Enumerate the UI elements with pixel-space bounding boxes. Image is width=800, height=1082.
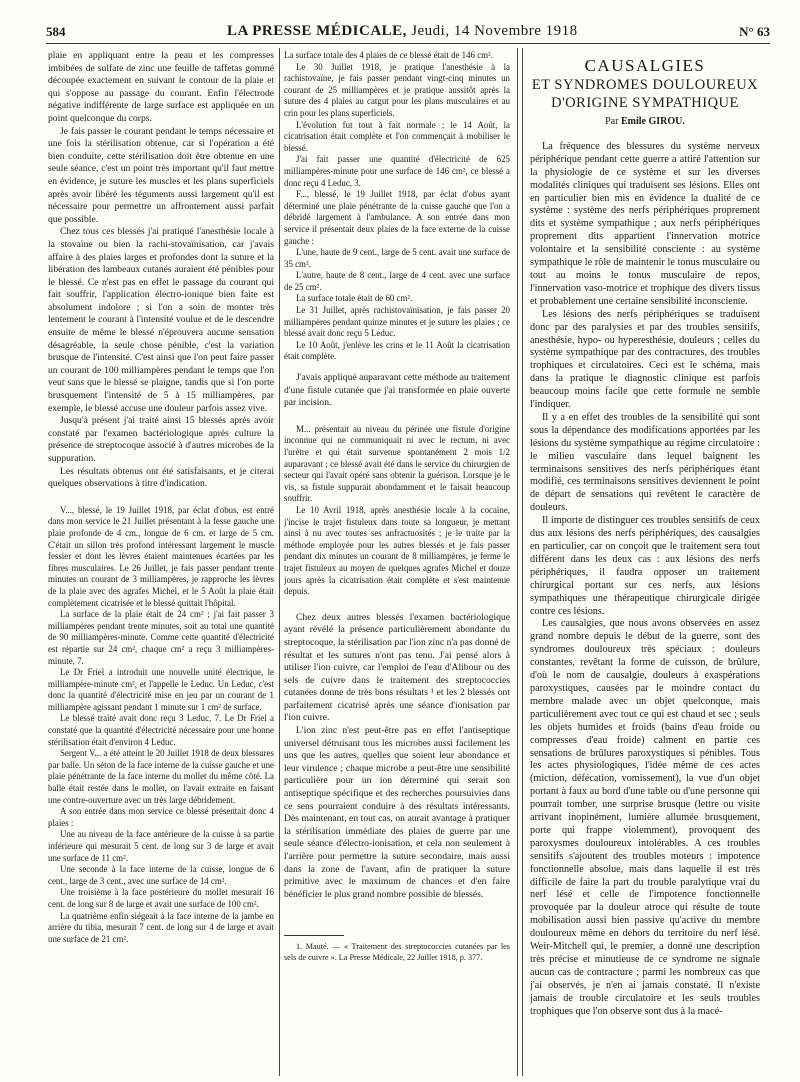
case-observation: F..., blessé, le 19 Juillet 1918, par éclat d'obus ayant déterminé une plaie pénétrante de la cuisse gauche que l'on a débridé largement à l'ambulance. A son entrée dans mon service il présentait deux plaies de la face externe de la cuisse gauche : [284,189,510,246]
issue-number: N° 63 [739,24,770,39]
case-observation: La surface de la plaie était de 24 cm² ; j'ai fait passer 3 milliampères pendant trente minutes, soit au total une quantité de 90 milliampères-minute. Comme cette quantité d'électricité est répartie sur 24 cm², chaque cm² a reçu 3 milliampères-minute, 7. [48,609,274,666]
page-number: 584 [46,24,66,39]
paragraph: Je fais passer le courant pendant le temps nécessaire et une fois la stérilisation obtenue, car si l'opération a été bien conduite, cette stérilisation doit être obtenue en une seule séance, c'est un point très important qu'il faut mettre en évidence, je suture les muscles et les plans superficiels après avoir libéré les téguments aussi largement qu'il est nécessaire pour permettre un affrontement aussi parfait que possible. [48,125,274,225]
footnote: 1. Mauté. — « Traitement des streptococcies cutanées par les sels de cuivre ». La Presse Médicale, 22 Juillet 1918, p. 377. [284,942,510,962]
case-observation: A son entrée dans mon service ce blessé présentait donc 4 plaies : [48,806,274,828]
column-rule [522,48,523,1076]
case-observation: Le blessé traité avait donc reçu 3 Leduc, 7. Le Dr Friel a constaté que la quantité d'électricité nécessaire pour une bonne stérilisation était d'environ 4 Leduc. [48,713,274,747]
case-observation: Le 31 Juillet, après rachistovaïnisation, je fais passer 20 milliampères pendant quinze minutes et je suture les plaies ; ce blessé avait donc reçu 5 Leduc. [284,305,510,339]
footnote-rule [284,935,344,936]
article-subtitle: ET SYNDROMES DOULOUREUX [531,77,759,93]
paragraph: Les causalgies, que nous avons observées en assez grand nombre depuis le début de la guerre, sont des syndromes douloureux très spéciaux : douleurs constantes, revêtant la forme de cuisson, de brûlure, d'où le nom de causalgie, douleurs à exaspérations paroxystiques, causées par le moindre contact du membre malade avec un objet quelconque, mais particulièrement avec tout ce qui est chaud et sec ; seuls les objets humides et froids (bains d'eau froide ou compresses d'eau froide) calment en partie ces sensations de brûlures paroxystiques si pénibles. Tous les actes physiologiques, l'idée même de ces actes (miction, défécation, vomissement), la vue d'un objet portant à faux au bord d'une table ou d'une personne qui pourrait tomber, une surprise brusque (lettre ou visite arrivant inopinément, lumière allumée brusquement, porte qui frappe violemment), provoquent des paroxysmes douloureux intolérables. A ces troubles sensitifs s'ajoutent des troubles moteurs : impotence fonctionnelle absolue, mais dans laquelle il est très difficile de faire la part du trouble paralytique vrai du nerf lésé et celle de l'impotence fonctionnelle provoquée par la douleur atroce qui résulte de toute mobilisation aussi bien passive qu'active du membre douloureux même en dehors du territoire du nerf lésé. Weir-Mitchell qui, le premier, a donné une description très précise et minutieuse de ce syndrome ne signale aucun cas de contracture ; parmi les nombreux cas que j'ai observés, je n'en ai jamais constaté. Il n'existe jamais de trouble circulatoire et les seuls troubles trophiques que l'on observe sont dus à la macé- [530,618,760,1017]
case-observation: La surface totale des 4 plaies de ce blessé était de 146 cm². [284,50,493,60]
column-middle [284,50,510,1072]
case-observation: La quatrième enfin siégeait à la face interne de la jambe en arrière du tibia, mesurait 7 cent. de long sur 4 de large et avait une surface de 21 cm². [48,910,274,944]
case-observation: Le Dr Friel a introduit une nouvelle unité électrique, le milliampère-minute cm², et l'appelle le Leduc. Un Leduc, c'est donc la quantité d'électricité mise en jeu par un courant de 1 milliampère agissant pendant 1 minute sur 1 cm² de surface. [48,667,274,712]
case-observation: Une troisième à la face postérieure du mollet mesurait 16 cent. de long sur 8 de large et avait une surface de 100 cm². [48,887,274,909]
article-subtitle: D'ORIGINE SYMPATHIQUE [551,95,739,111]
paragraph: Il importe de distinguer ces troubles sensitifs de ceux dus aux lésions des nerfs périphériques, des causalgies en particulier, car on conçoit que le traitement sera tout différent dans les deux cas : aux lésions des nerfs périphériques, il faudra opposer un traitement chirurgical portant sur ces nerfs, aux lésions sympathiques une thérapeutique chirurgicale dirigée contre ces lésions. [530,515,760,617]
article-heading [530,56,760,129]
paragraph: L'ion zinc n'est peut-être pas en effet l'antiseptique universel détruisant tous les microbes aussi facilement les uns que les autres, quelles que soient leur abondance et leur virulence ; chaque microbe a peut-être une sensibilité particulière pour un ion déterminé qui serait son antiseptique spécifique et des recherches poursuivies dans ce sens pourraient conduire à des résultats intéressants. Dès maintenant, en tout cas, on aurait avantage à pratiquer la stérilisation immédiate des plaies de guerre par une seule séance d'électro-ionisation, et cela non seulement à l'arrière pour permettre la suture secondaire, mais aussi dans la zone de l'avant, afin de pratiquer la suture primitive avec le maximum de chances et d'en faire bénéficier le plus grand nombre possible de blessés. [284,725,510,900]
byline-prefix: Par [605,116,621,127]
case-observation: Sergent V... a été atteint le 20 Juillet 1918 de deux blessures par balle. Un séton de la face interne de la cuisse gauche et une plaie pénétrante de la face interne du mollet du même côté. La balle était restée dans le mollet, on l'avait extraite en faisant une contre-ouverture avec un très large débridement. [48,748,274,805]
paragraph: La fréquence des blessures du système nerveux périphérique pendant cette guerre a attiré l'attention sur la physiologie de ce système et sur les diverses modalités cliniques qui traduisent ses lésions. Elles ont en particulier bien mis en évidence la dualité de ce système : système des nerfs périphériques proprement dits et système sympathique ; aux nerfs périphériques proprement dits appartient l'innervation motrice volontaire et la sensibilité consciente : au système sympathique le rôle de maintenir le tonus musculaire ou tout au moins le tonus musculaire de repos, l'innervation vaso-motrice et trophique des divers tissus et probablement une certaine sensibilité inconsciente. [530,140,760,307]
paragraph: plaie en appliquant entre la peau et les compresses imbibées de sulfate de zinc une feuille de taffetas gommé découpée exactement en suivant le contour de la plaie et qui s'oppose au passage du courant. Enfin l'électrode négative indifférente de large surface est appliquée en un point quelconque du corps. [48,50,274,124]
case-observation: M... présentait au niveau du périnée une fistule d'origine inconnue qui ne communiquait ni avec le rectum, ni avec l'urètre et qui était survenue spontanément 2 mois 1/2 auparavant ; ce blessé avait été dans le service du chirurgien de secteur qui l'avait opéré sans obtenir la guérison. Lorsque je le vis, sa fistule suppurait abondamment et le faisait beaucoup souffrir. [284,423,510,504]
author-name: Emile GIROU. [620,116,685,127]
paragraph: Chez tous ces blessés j'ai pratiqué l'anesthésie locale à la stovaïne ou bien la rachi-stovaïnisation, car j'avais affaire à des plaies larges et profondes dont la suture et la libération des lambeaux cutanés auraient été pénibles pour le blessé. Ce n'est pas en effet le passage du courant qui fait souffrir, l'application électro-ionique bien faite est absolument indolore ; si l'on a soin de monter très lentement le courant à l'intensité voulue et de le descendre ensuite de même le blessé n'éprouvera aucune sensation désagréable, la seule chose pénible, c'est la variation brusque de l'intensité. C'est ainsi que l'on peut faire passer un courant de 100 milliampères pendant le temps que l'on veut sans que le blessé se plaigne, tandis que si l'on porte brusquement l'intensité de 5 à 15 milliampères, par exemple, le blessé accuse une douleur parfois assez vive. [48,226,274,414]
case-observation: L'une, haute de 9 cent., large de 5 cent. avait une surface de 35 cm². [284,247,510,269]
byline [530,116,760,129]
journal-title: LA PRESSE MÉDICALE, [226,23,407,39]
case-observation: Le 10 Août, j'enlève les crins et le 11 Août la cicatrisation était complète. [284,339,510,362]
column-left [48,50,274,1072]
case-observation: V..., blessé, le 19 Juillet 1918, par éclat d'obus, est entré dans mon service le 21 Juillet présentant à la fesse gauche une plaie profonde de 4 cm., longue de 6 cm. et large de 5 cm. C'était un sillon très profond intéressant largement le muscle fessier et dont les lèvres étaient maintenues écartées par les fibres musculaires. Le 26 Juillet, je fais passer pendant trente minutes un courant de 3 milliampères, je rapproche les lèvres de la plaie avec des agrafes Michel, et le 5 Août la plaie était complètement cicatrisée et le blessé quittait l'hôpital. [48,504,274,608]
paragraph: J'avais appliqué auparavant cette méthode au traitement d'une fistule cutanée que j'ai transformée en plaie ouverte par incision. [284,372,510,409]
case-observation: Le 30 Juillet 1918, je pratique l'anesthésie à la rachistovaïne, je fais passer pendant vingt-cinq minutes un courant de 25 milliampères et je pratique aussitôt après la suture des 4 plaies au catgut pour les plans musculaires et au crin pour les plans superficiels. [284,61,510,118]
case-observation: J'ai fait passer une quantité d'électricité de 625 milliampères-minute pour une surface de 146 cm², ce blessé a donc reçu 4 Leduc, 3. [284,154,510,188]
page-header [46,16,770,44]
paragraph: Jusqu'à présent j'ai traité ainsi 15 blessés après avoir constaté par l'examen bactériologique après culture la présence de streptocoque associé à d'autres microbes de la suppuration. [48,415,274,464]
case-observation: La surface totale était de 60 cm². [296,293,413,304]
paragraph: Les résultats obtenus ont été satisfaisants, et je citerai quelques observations à titre d'indication. [48,465,274,490]
case-observation: L'évolution fut tout à fait normale ; le 14 Août, la cicatrisation était complète et l'on commençait à mobiliser le blessé. [284,119,510,153]
case-observation: Le 10 Avril 1918, après anesthésie locale à la cocaïne, j'incise le trajet fistuleux dans toute sa longueur, je mettant ainsi à nu avec toutes ses anfractuosités ; je le traite par la méthode employée pour les autres blessés et je fais passer pendant dix minutes un courant de 8 milliampères, je ferme le trajet fistuleux au moyen de quelques agrafes Michel et douze jours après la cicatrisation était complète et s'est maintenue depuis. [284,504,510,597]
case-observation: L'autre, haute de 8 cent., large de 4 cent. avec une surface de 25 cm². [284,270,510,292]
column-rule [517,48,518,1076]
journal-title-line [227,23,578,40]
case-observation: Une au niveau de la face antérieure de la cuisse à sa partie inférieure qui mesurait 5 cent. de long sur 3 de large et avait une surface de 11 cm². [48,829,274,863]
case-observation: Une seconde à la face interne de la cuisse, longue de 6 cent., large de 3 cent., avec une surface de 14 cm². [48,864,274,886]
paragraph: Chez deux autres blessés l'examen bactériologique ayant révélé la présence particulièrement abondante du streptocoque, la stérilisation par l'ion zinc n'a pas donné de résultat et les sutures n'ont pas tenu. J'ai pensé alors à utiliser l'ion cuivre, car l'emploi de l'eau d'Alibour ou des sels de cuivre dans le traitement des streptococcies cutanées donne de très bons résultats ¹ et les 2 blessés ont parfaitement cicatrisé après une séance d'ionisation par l'ion cuivre. [284,611,510,724]
column-rule [279,48,280,1076]
article-title: CAUSALGIES [584,56,706,75]
column-right-article [530,50,760,1072]
paragraph: Les lésions des nerfs périphériques se traduisent donc par des paralysies et par des troubles sensitifs, anesthésie, hypo- ou hyperesthésie, douleurs ; celles du système sympathique par des contractures, des troubles trophiques et circulatoires. Ceci est le schéma, mais dans la pratique le diagnostic clinique est parfois beaucoup moins facile que cette formule ne semble l'indiquer. [530,308,760,411]
issue-date: Jeudi, 14 Novembre 1918 [411,23,578,39]
paragraph: Il y a en effet des troubles de la sensibilité qui sont sous la dépendance des modifications apportées par les lésions du système sympathique au régime circulatoire : le milieu vasculaire dans lequel baignent les terminaisons sensitives des nerfs périphériques étant modifié, ces terminaisons sensitives deviennent le point de départ de sensations qui revêtent le caractère de douleurs. [530,411,760,514]
